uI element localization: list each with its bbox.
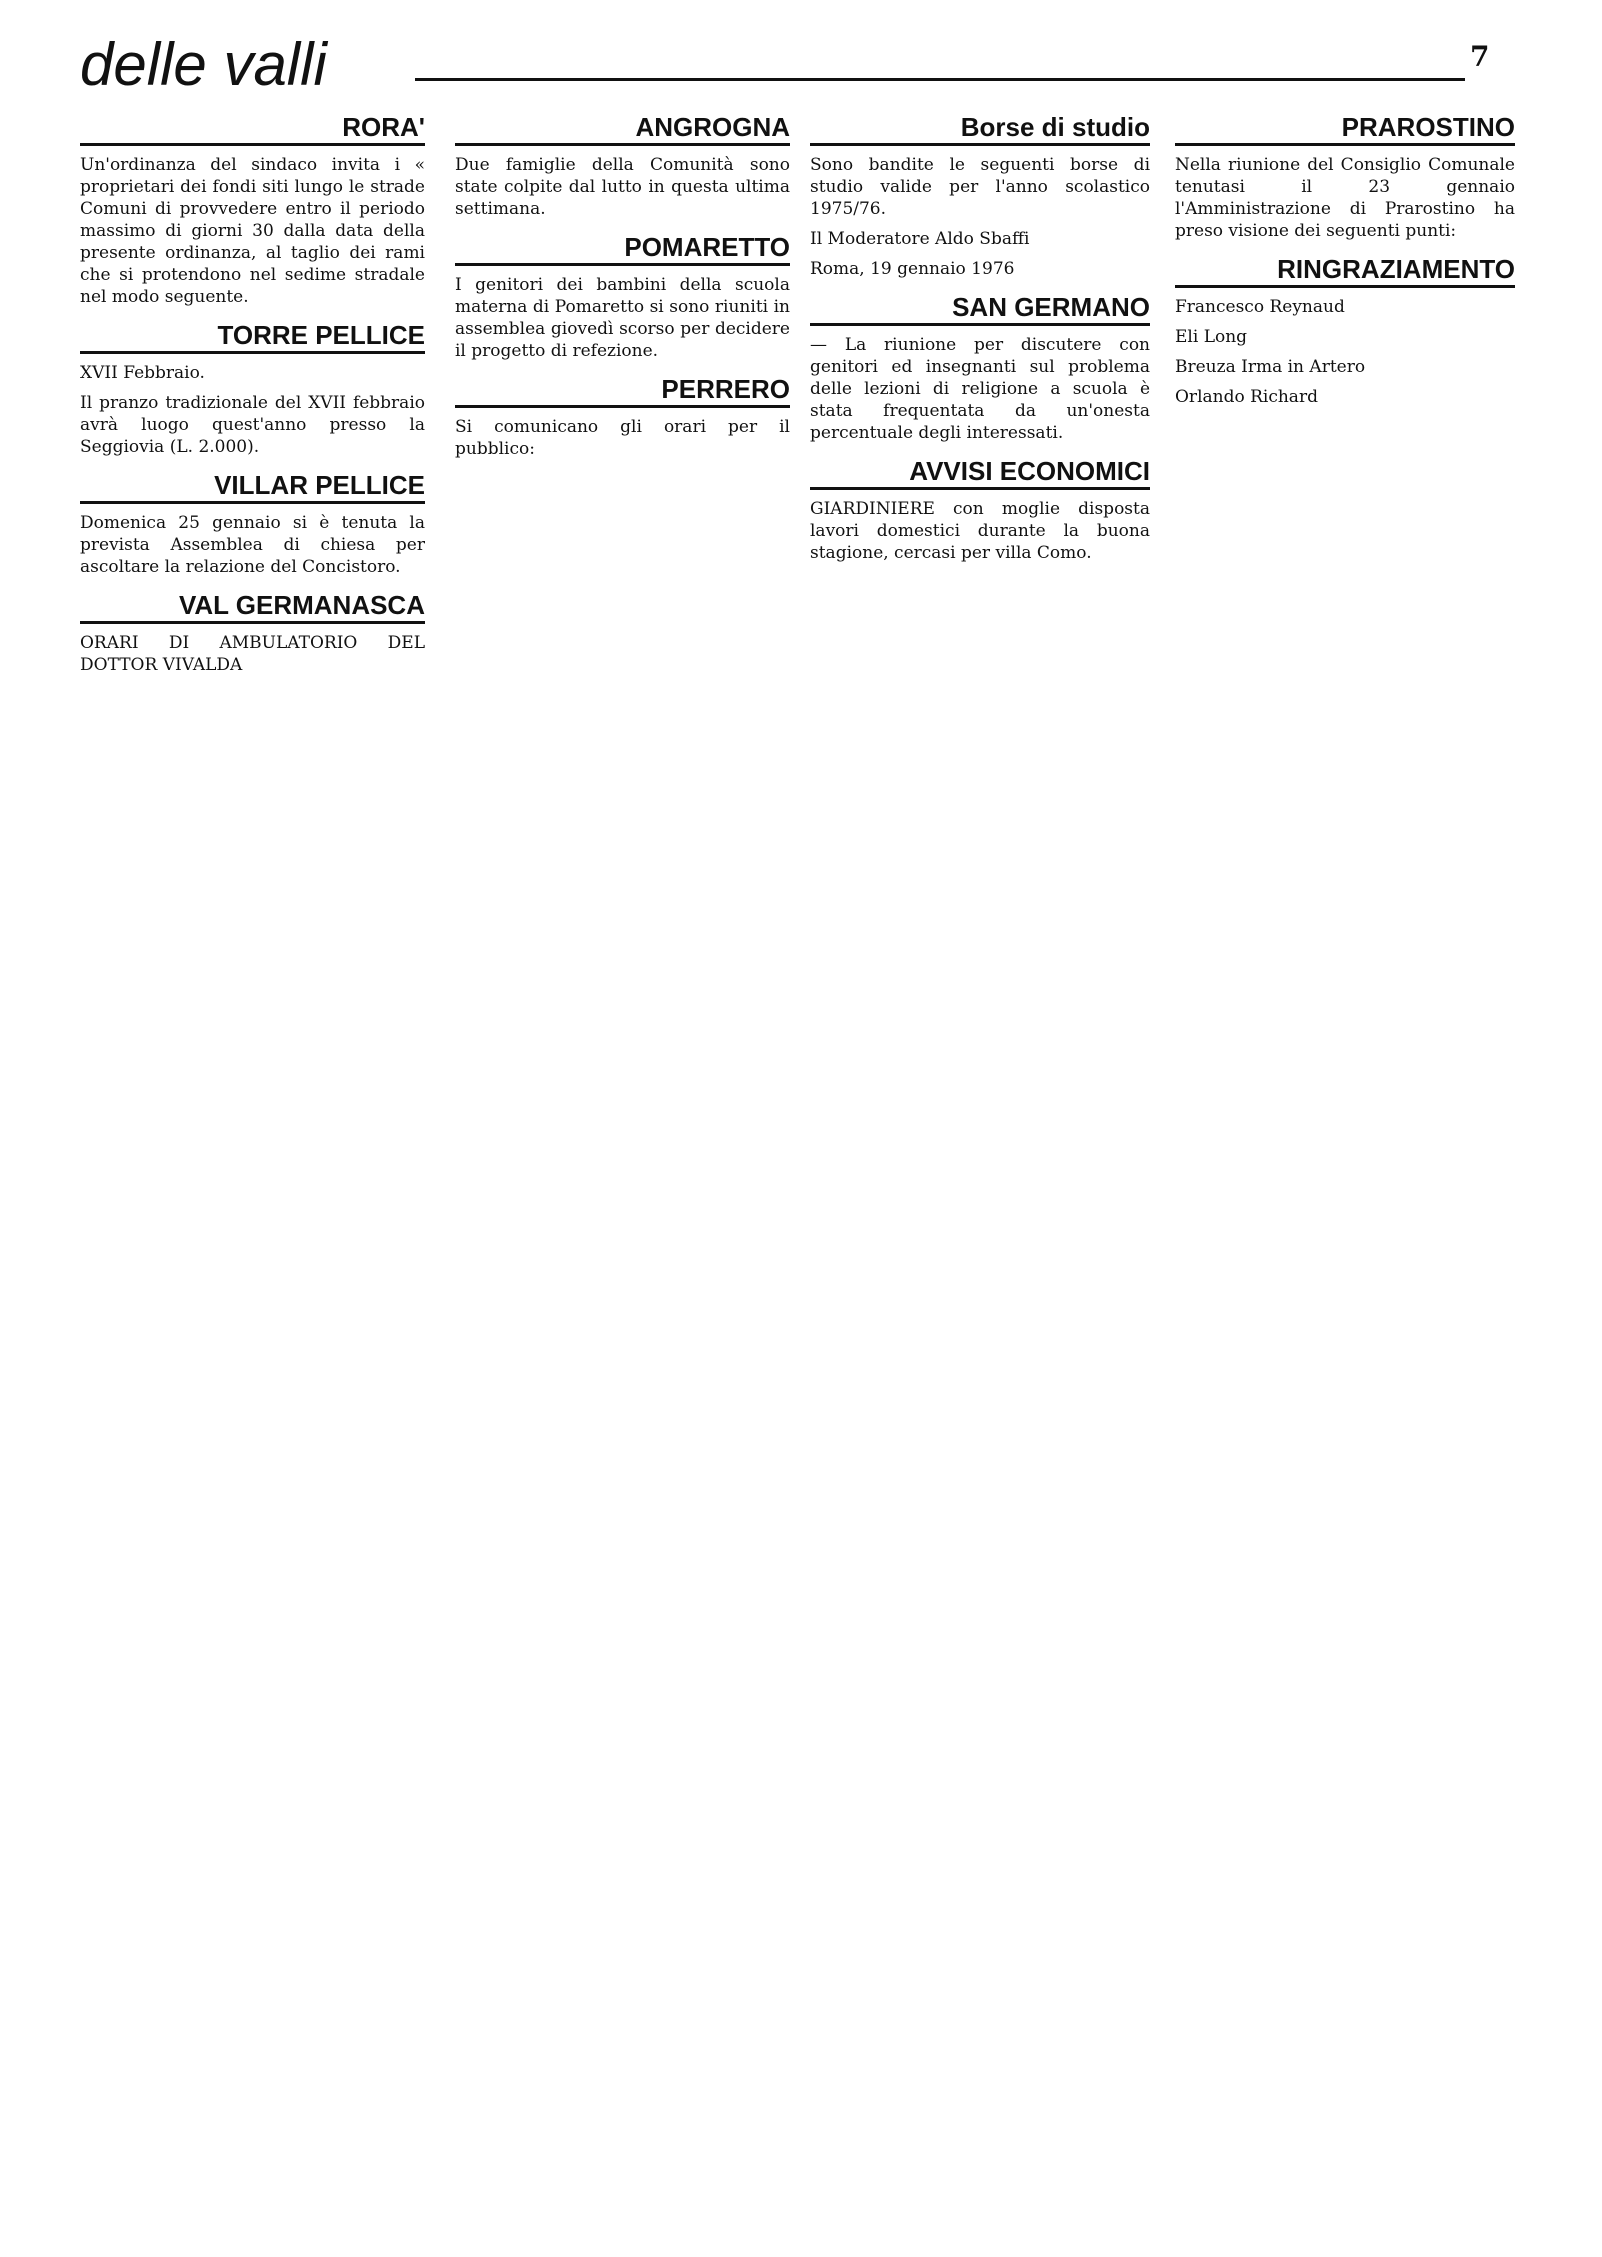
paragraph: Si comunicano gli orari per il pubblico:	[455, 417, 790, 459]
paragraph: Due famiglie della Comunità sono state colpite dal lutto in questa ultima settimana.	[455, 155, 790, 219]
section-title: VILLAR PELLICE	[80, 470, 425, 504]
paragraph: I genitori dei bambini della scuola materna di Pomaretto si sono riuniti in assemblea giovedì scorso per decidere il progetto di refezione.	[455, 275, 790, 361]
section-title: Borse di studio	[810, 112, 1150, 146]
paragraph: Orlando Richard	[1175, 387, 1318, 407]
section-title: ANGROGNA	[455, 112, 790, 146]
paragraph: Domenica 25 gennaio si è tenuta la prevista Assemblea di chiesa per ascoltare la relazione del Concistoro.	[80, 513, 425, 577]
paragraph: Nella riunione del Consiglio Comunale tenutasi il 23 gennaio l'Amministrazione di Prarostino ha preso visione dei seguenti punti:	[1175, 155, 1515, 241]
paragraph: Un'ordinanza del sindaco invita i « proprietari dei fondi siti lungo le strade Comuni di provvedere entro il periodo massimo di giorni 30 dalla data della presente ordinanza, al taglio dei rami che si protendono nel sedime stradale nel modo seguente.	[80, 155, 425, 307]
paragraph: Sono bandite le seguenti borse di studio valide per l'anno scolastico 1975/76.	[810, 155, 1150, 219]
paragraph: Il pranzo tradizionale del XVII febbraio avrà luogo quest'anno presso la Seggiovia (L. 2.000).	[80, 393, 425, 457]
section-title: RINGRAZIAMENTO	[1175, 254, 1515, 288]
paragraph: ORARI DI AMBULATORIO DEL DOTTOR VIVALDA	[80, 633, 425, 675]
section-title: POMARETTO	[455, 232, 790, 266]
page-number: 7	[1470, 40, 1490, 73]
section-title: SAN GERMANO	[810, 292, 1150, 326]
column-2	[455, 100, 790, 468]
column-3	[810, 100, 1150, 572]
paragraph: Eli Long	[1175, 327, 1248, 347]
section-title: VAL GERMANASCA	[80, 590, 425, 624]
section-title: PRAROSTINO	[1175, 112, 1515, 146]
paragraph: Breuza Irma in Artero	[1175, 357, 1366, 377]
section-title: AVVISI ECONOMICI	[810, 456, 1150, 490]
section-title: PERRERO	[455, 374, 790, 408]
paragraph: Francesco Reynaud	[1175, 297, 1345, 317]
page-title: delle valli	[80, 31, 327, 98]
paragraph: XVII Febbraio.	[80, 363, 205, 383]
section-title: RORA'	[80, 112, 425, 146]
paragraph: GIARDINIERE con moglie disposta lavori domestici durante la buona stagione, cercasi per villa Como.	[810, 499, 1150, 563]
paragraph: Roma, 19 gennaio 1976	[810, 259, 1015, 279]
header-rule	[415, 78, 1465, 81]
paragraph: Il Moderatore Aldo Sbaffi	[810, 229, 1030, 249]
column-1	[80, 100, 425, 684]
column-4	[1175, 100, 1515, 416]
section-title: TORRE PELLICE	[80, 320, 425, 354]
paragraph: — La riunione per discutere con genitori ed insegnanti sul problema delle lezioni di religione a scuola è stata frequentata da un'onesta percentuale degli interessati.	[810, 335, 1150, 443]
